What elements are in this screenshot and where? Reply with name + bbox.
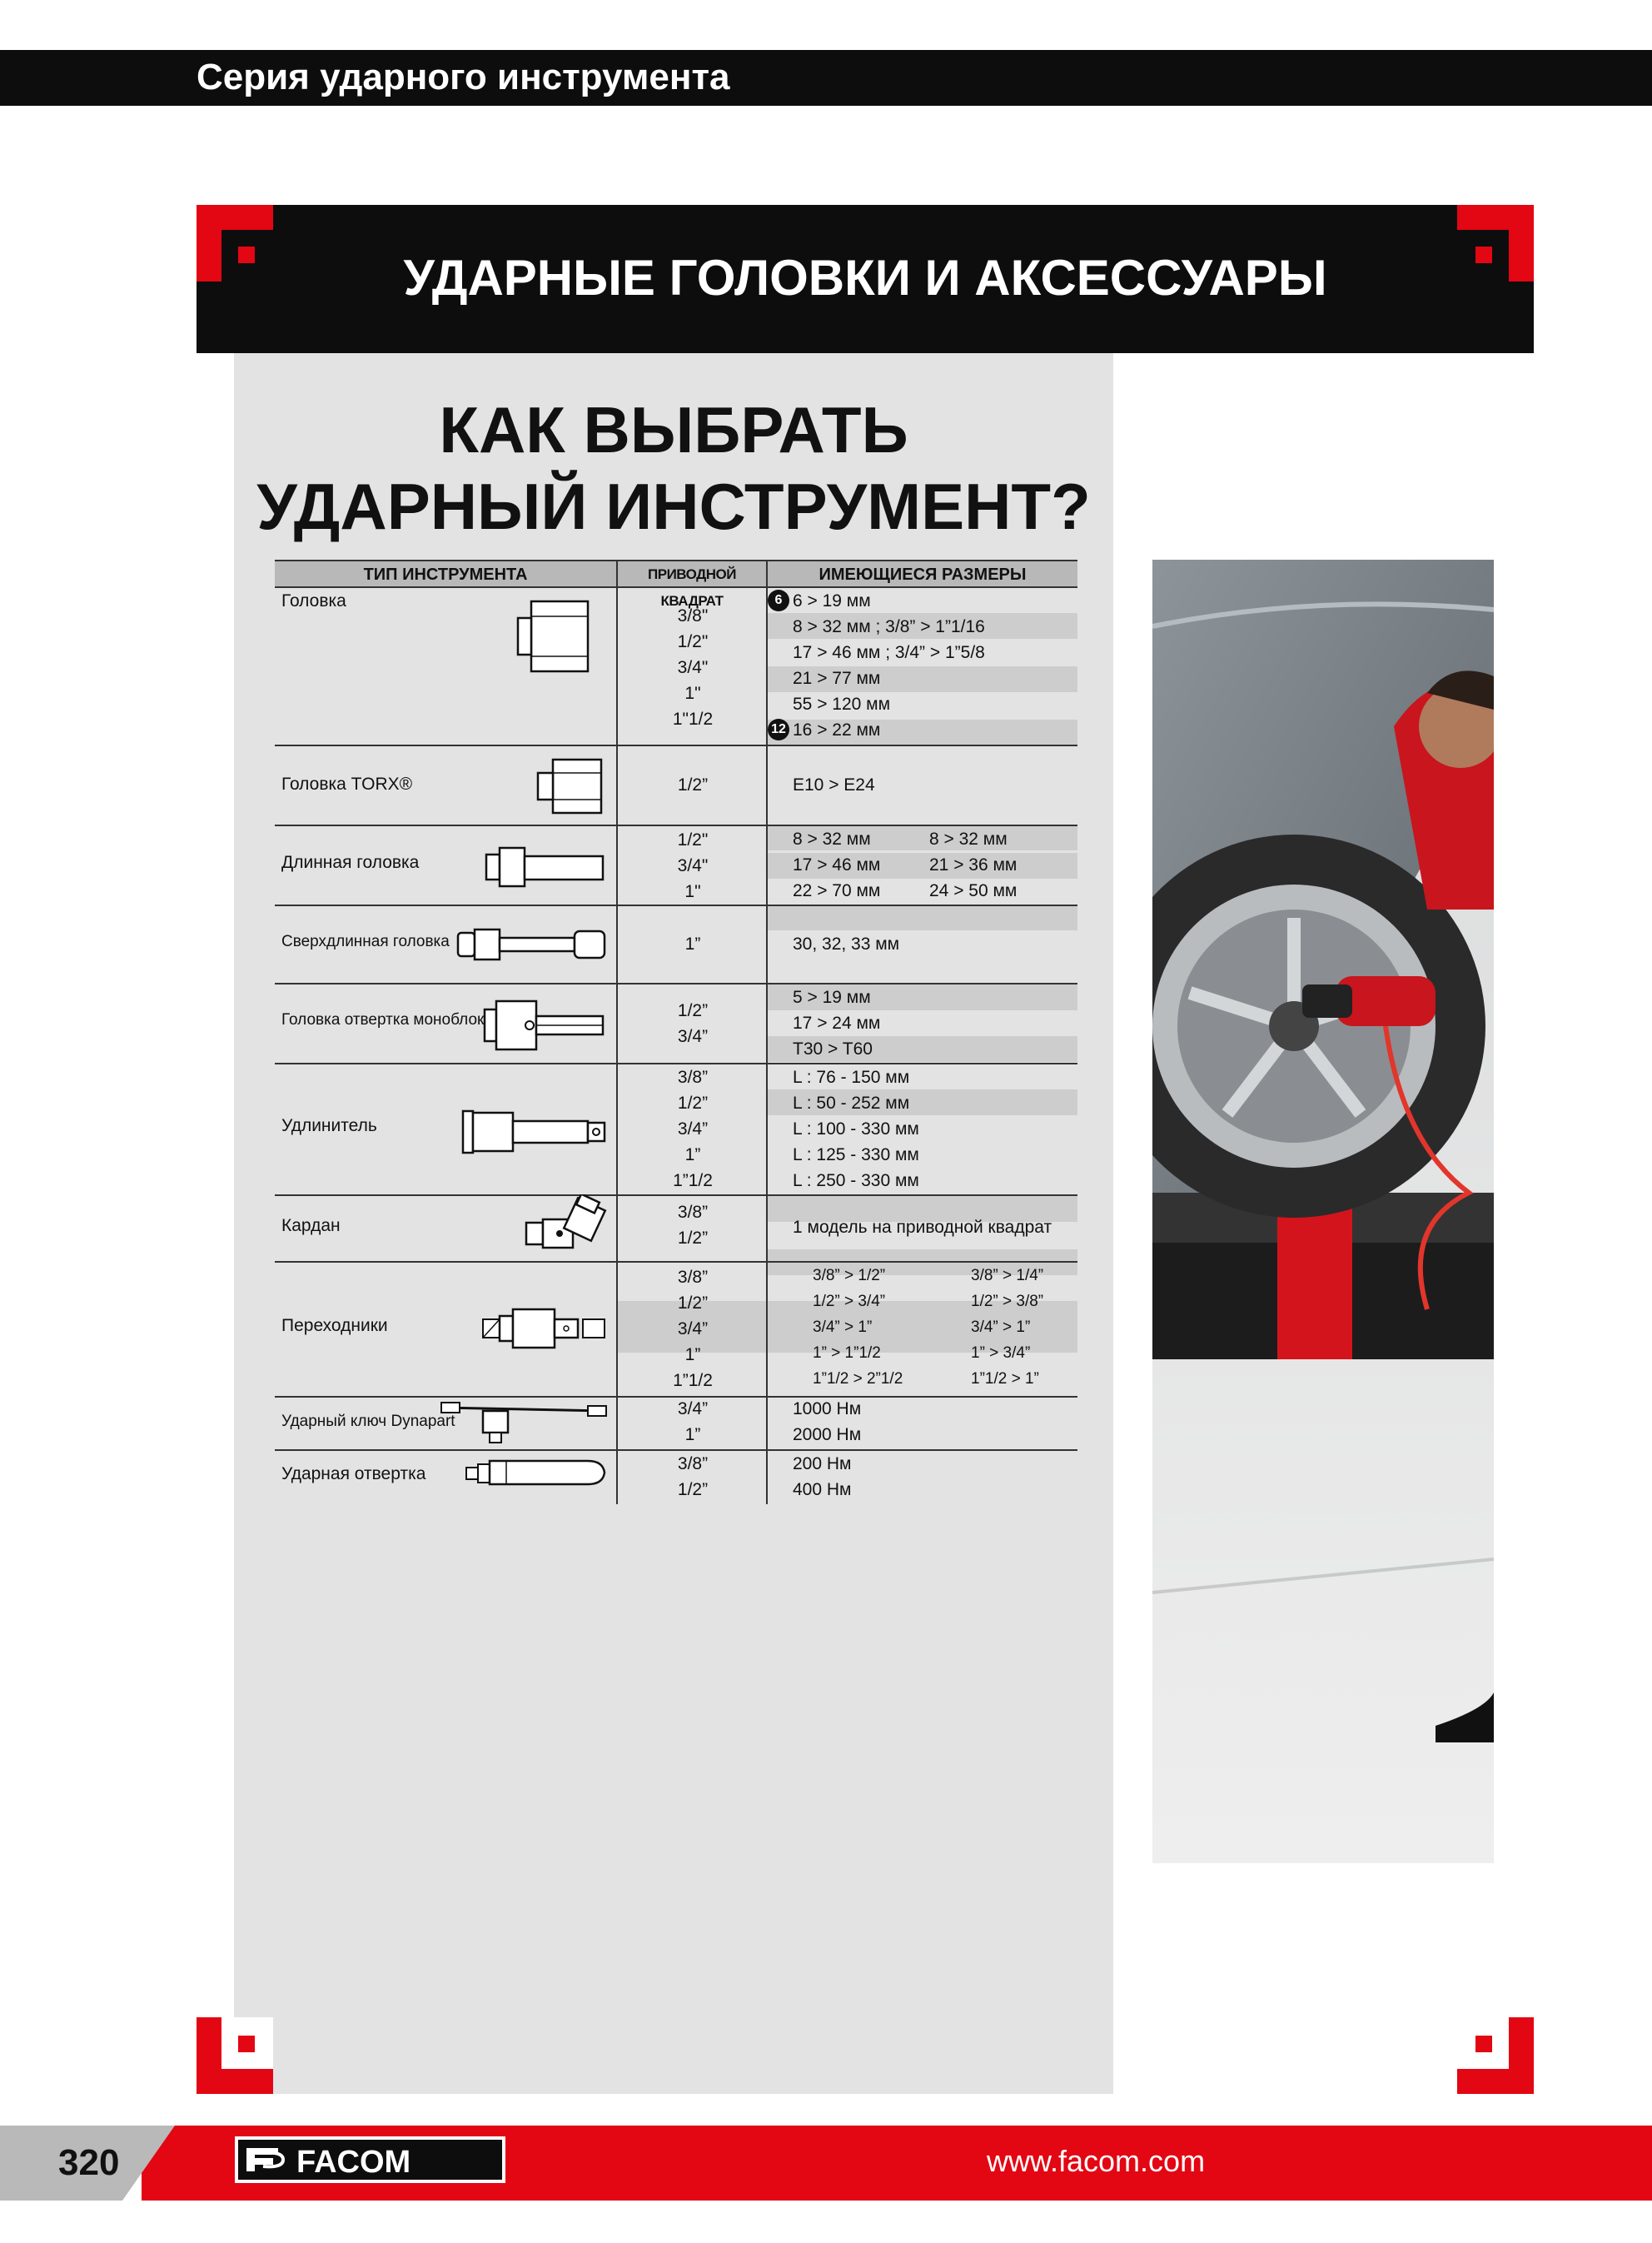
drive-size: 3/8” [677,1068,709,1087]
drive-size: 3/4” [677,1319,709,1338]
row-name: Удлинитель [281,1116,377,1135]
main-heading [234,391,1113,545]
impact-driver-icon [463,1454,610,1491]
row-name: Ударный ключ Dynapart [281,1413,455,1430]
impact-socket-icon [515,600,606,673]
extension-bar-icon [460,1108,610,1156]
section-banner [197,205,1534,353]
drive-size: 3/4" [677,856,709,875]
size-value: 2000 Нм [793,1425,862,1444]
size-value: 8 > 32 мм ; 3/8” > 1”1/16 [793,617,985,636]
drive-size: 3/4” [677,1119,709,1139]
drive-size: 1” [684,935,701,954]
drive-size: 1/2” [677,775,709,795]
drive-size: 1/2” [677,1229,709,1248]
drive-size: 3/8” [677,1203,709,1222]
drive-size: 3/4” [677,1399,709,1418]
size-value: 17 > 46 мм ; 3/4” > 1”5/8 [793,643,985,662]
size-value: 16 > 22 мм [793,720,881,740]
drive-size: 1”1/2 [673,1371,713,1390]
column-header-sizes: ИМЕЮЩИЕСЯ РАЗМЕРЫ [768,560,1077,588]
drive-size: 3/8" [677,606,709,626]
row-name: Кардан [281,1216,341,1235]
drive-size: 1/2" [677,632,709,651]
tool-selection-table [275,560,1077,1504]
drive-size: 3/8” [677,1454,709,1473]
size-value: 3/4” > 1” [813,1318,873,1336]
top-bar [0,50,1652,106]
size-value: 17 > 24 мм [793,1014,881,1033]
size-value: 1/2” > 3/8” [971,1293,1044,1310]
row-name: Сверхдлинная головка [281,933,450,950]
size-value: 3/8” > 1/2” [813,1267,886,1284]
column-header-drive: ПРИВОДНОЙ КВАДРАТ [618,560,766,588]
row-name: Головка TORX® [281,775,413,794]
size-value: 1”1/2 > 1” [971,1370,1039,1388]
row-name: Ударная отвертка [281,1464,426,1483]
drive-size: 1/2” [677,1094,709,1113]
size-value: L : 125 - 330 мм [793,1145,919,1164]
row-name: Переходники [281,1316,388,1335]
size-value: 200 Нм [793,1454,852,1473]
size-value: 1”1/2 > 2”1/2 [813,1370,903,1388]
drive-size: 1/2” [677,1480,709,1499]
drive-size: 1/2” [677,1293,709,1313]
drive-size: 1” [684,1145,701,1164]
drive-size: 3/4” [677,1027,709,1046]
svg-text:FACOM: FACOM [296,2145,411,2180]
size-value: 3/8” > 1/4” [971,1267,1044,1284]
drive-size: 1" [684,684,701,703]
drive-size: 1/2" [677,830,709,850]
drive-size: 1" [684,882,701,901]
banner-title: УДАРНЫЕ ГОЛОВКИ И АКСЕССУАРЫ [403,250,1327,306]
size-value: 1 модель на приводной квадрат [793,1218,1052,1237]
row-name: Головка [281,591,346,611]
drive-size: 1” [684,1425,701,1444]
corner-ornament [197,205,273,282]
size-value: 1000 Нм [793,1399,862,1418]
size-value: L : 76 - 150 мм [793,1068,910,1087]
size-value: 5 > 19 мм [793,988,871,1007]
size-value: L : 100 - 330 мм [793,1119,919,1139]
universal-joint-icon [523,1194,610,1258]
main-heading-line1: КАК ВЫБРАТЬ [439,393,908,466]
size-value: 8 > 32 мм [793,830,871,849]
size-value: 1” > 3/4” [971,1344,1031,1362]
dynapart-wrench-icon [438,1396,610,1446]
extra-long-socket-icon [455,926,610,963]
footer-url[interactable]: www.facom.com [987,2144,1206,2178]
drive-size: 3/4" [677,658,709,677]
drive-size: 3/8” [677,1268,709,1287]
corner-ornament [197,2017,273,2094]
size-value: L : 250 - 330 мм [793,1171,919,1190]
corner-ornament [1457,2017,1534,2094]
drive-size: 1” [684,1345,701,1364]
page-number: 320 [58,2142,120,2183]
size-value: 400 Нм [793,1480,852,1499]
column-header-type: ТИП ИНСТРУМЕНТА [275,560,616,588]
main-heading-line2: УДАРНЫЙ ИНСТРУМЕНТ? [256,470,1091,543]
row-name: Длинная головка [281,853,420,872]
size-value: 3/4” > 1” [971,1318,1031,1336]
monobloc-bit-socket-icon [481,998,610,1053]
torx-socket-icon [533,758,608,815]
size-value: 1/2” > 3/4” [813,1293,886,1310]
corner-ornament [1457,205,1534,282]
drive-size: 1”1/2 [673,1171,713,1190]
size-value: 1” > 1”1/2 [813,1344,881,1362]
size-value: 30, 32, 33 мм [793,935,900,954]
long-socket-icon [483,845,608,890]
size-value: 6 > 19 мм [793,591,871,611]
row-name: Головка отвертка моноблок [281,1011,485,1029]
size-value: 21 > 77 мм [793,669,881,688]
size-value: 24 > 50 мм [929,881,1018,900]
six-point-badge: 6 [768,590,789,611]
series-title: Серия ударного инструмента [197,57,730,97]
drive-size: 1"1/2 [672,710,714,729]
size-value: L : 50 - 252 мм [793,1094,910,1113]
mechanic-photo [1152,560,1494,1863]
size-value: 8 > 32 мм [929,830,1008,849]
twelve-point-badge: 12 [768,719,789,740]
size-value: 17 > 46 мм [793,855,881,875]
size-value: 22 > 70 мм [793,881,881,900]
drive-size: 1/2” [677,1001,709,1020]
size-value: E10 > E24 [793,775,875,795]
facom-logo [235,2136,505,2183]
adaptor-icon [480,1306,610,1353]
size-value: 21 > 36 мм [929,855,1018,875]
size-value: T30 > T60 [793,1039,873,1059]
size-value: 55 > 120 мм [793,695,891,714]
